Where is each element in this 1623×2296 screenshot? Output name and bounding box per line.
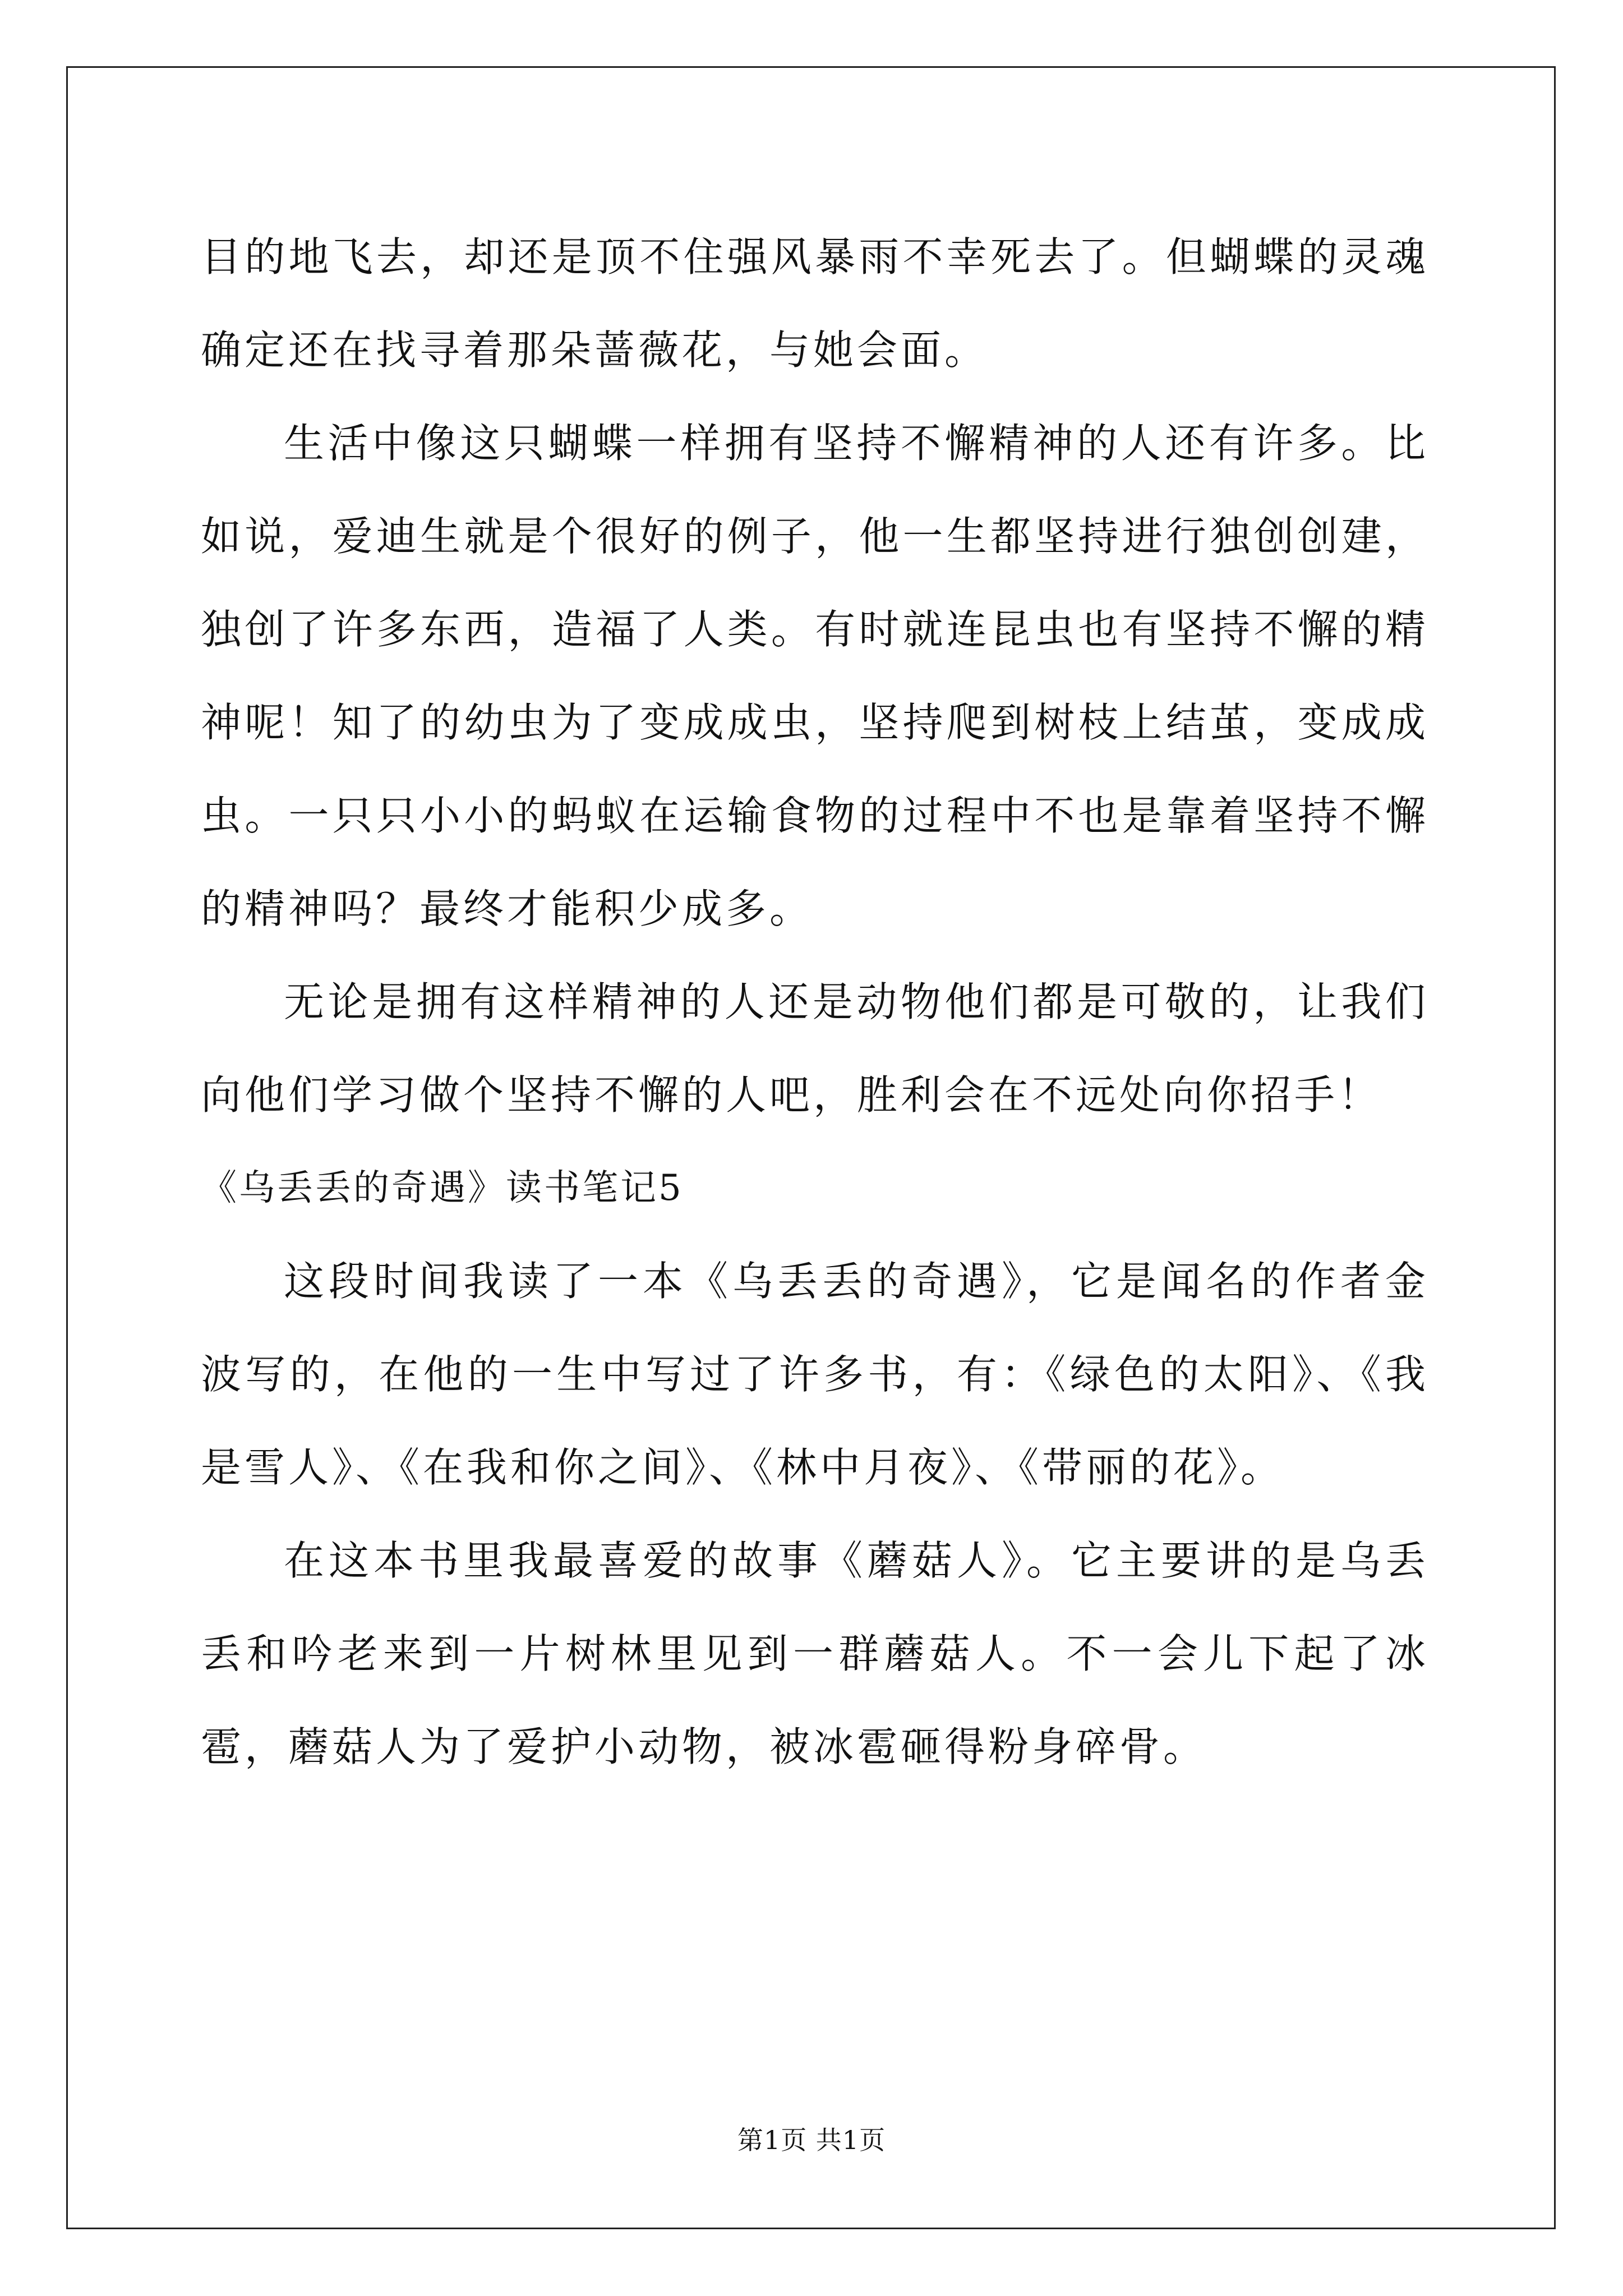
paragraph-4: 这段时间我读了一本《乌丢丢的奇遇》，它是闻名的作者金波写的，在他的一生中写过了许多书，有：《绿色的太阳》、《我是雪人》、《在我和你之间》、《林中月夜》、《带丽的花》。 <box>201 1258 1429 1491</box>
paragraph-2: 生活中像这只蝴蝶一样拥有坚持不懈精神的人还有许多。比如说，爱迪生就是个很好的例子，他一生都坚持进行独创创建，独创了许多东西，造福了人类。有时就连昆虫也有坚持不懈的精神呢！知了的幼虫为了变成成虫，坚持爬到树枝上结茧，变成成虫。一只只小小的蚂蚁在运输食物的过程中不也是靠着坚持不懈的精神吗？最终才能积少成多。 <box>201 420 1429 932</box>
paragraph-1: 目的地飞去，却还是顶不住强风暴雨不幸死去了。但蝴蝶的灵魂确定还在找寻着那朵蔷薇花，与她会面。 <box>201 233 1429 374</box>
section-heading: 《乌丢丢的奇遇》读书笔记5 <box>201 1167 684 1209</box>
paragraph-3: 无论是拥有这样精神的人还是动物他们都是可敬的，让我们向他们学习做个坚持不懈的人吧，胜利会在不远处向你招手！ <box>201 978 1429 1119</box>
document-body <box>201 210 1429 1793</box>
paragraph-5: 在这本书里我最喜爱的故事《蘑菇人》。它主要讲的是乌丢丢和吟老来到一片树林里见到一群蘑菇人。不一会儿下起了冰雹，蘑菇人为了爱护小动物，被冰雹砸得粉身碎骨。 <box>201 1537 1429 1770</box>
page-footer: 第1页 共1页 <box>737 2125 886 2155</box>
